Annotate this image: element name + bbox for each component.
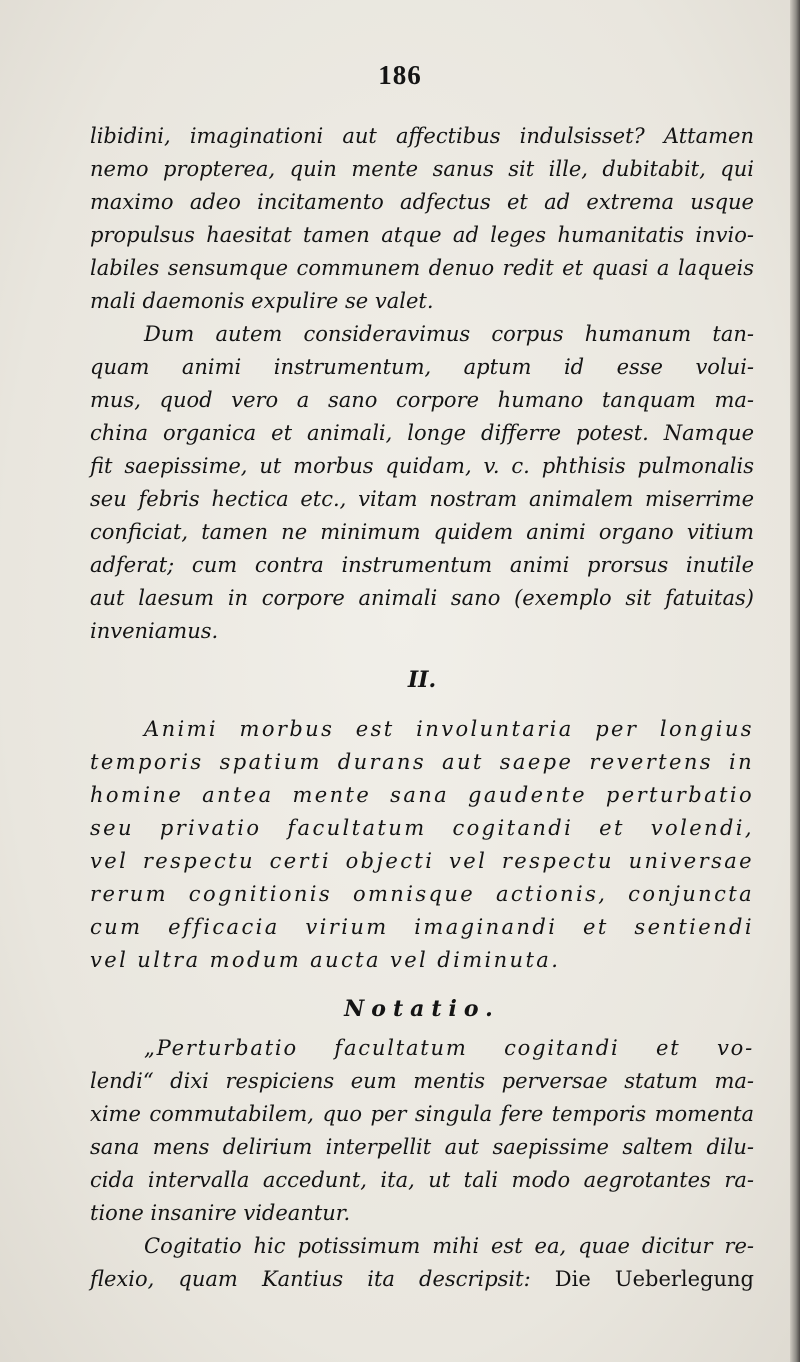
page-body bbox=[90, 120, 754, 1296]
roman-segment: Die Ueberlegung bbox=[554, 1267, 754, 1291]
text-line: Dum autem consideravimus corpus humanum tan- bbox=[144, 322, 754, 346]
text-line: temporis spatium durans aut saepe revertens in bbox=[90, 750, 754, 774]
paragraph-5 bbox=[90, 1230, 754, 1296]
text-line: xime commutabilem, quo per singula fere temporis momenta bbox=[90, 1102, 754, 1126]
text-line: aut laesum in corpore animali sano (exemplo sit fatuitas) bbox=[90, 586, 754, 610]
text-line: cum efficacia virium imaginandi et sentiendi bbox=[90, 915, 754, 939]
text-line: cida intervalla accedunt, ita, ut tali modo aegrotantes ra- bbox=[90, 1168, 754, 1192]
text-line: seu privatio facultatum cogitandi et volendi, bbox=[90, 816, 754, 840]
paragraph-4 bbox=[90, 1032, 754, 1230]
text-line: inveniamus. bbox=[90, 619, 219, 643]
definition-paragraph bbox=[90, 713, 754, 977]
text-line: maximo adeo incitamento adfectus et ad extrema usque bbox=[90, 190, 754, 214]
text-line: Animi morbus est involuntaria per longius bbox=[144, 717, 754, 741]
text-line: china organica et animali, longe differre potest. Namque bbox=[90, 421, 754, 445]
paragraph-1 bbox=[90, 120, 754, 318]
paragraph-2 bbox=[90, 318, 754, 648]
page-number: 186 bbox=[378, 60, 422, 90]
text-line: propulsus haesitat tamen atque ad leges humanitatis invio- bbox=[90, 223, 754, 247]
text-line: mali daemonis expulire se valet. bbox=[90, 289, 434, 313]
text-line: homine antea mente sana gaudente perturbatio bbox=[90, 783, 754, 807]
text-line: vel ultra modum aucta vel diminuta. bbox=[90, 948, 561, 972]
notatio-heading: Notatio. bbox=[344, 996, 500, 1022]
text-line: lendi“ dixi respiciens eum mentis perversae statum ma- bbox=[90, 1069, 754, 1093]
text-line: nemo propterea, quin mente sanus sit ille, dubitabit, qui bbox=[90, 157, 754, 181]
text-line: tione insanire videantur. bbox=[90, 1201, 351, 1225]
italic-segment: flexio, quam Kantius ita descripsit: bbox=[90, 1267, 531, 1291]
text-line: labiles sensumque communem denuo redit et quasi a laqueis bbox=[90, 256, 754, 280]
text-line: rerum cognitionis omnisque actionis, conjuncta bbox=[90, 882, 754, 906]
text-line: sana mens delirium interpellit aut saepissime saltem dilu- bbox=[90, 1135, 754, 1159]
text-line: Cogitatio hic potissimum mihi est ea, quae dicitur re- bbox=[144, 1234, 754, 1258]
text-line: fit saepissime, ut morbus quidam, v. c. phthisis pulmonalis bbox=[90, 454, 754, 478]
text-line: quam animi instrumentum, aptum id esse volui- bbox=[90, 355, 754, 379]
text-line: conficiat, tamen ne minimum quidem animi organo vitium bbox=[90, 520, 754, 544]
text-line: vel respectu certi objecti vel respectu universae bbox=[90, 849, 754, 873]
text-line bbox=[90, 1263, 754, 1296]
page-spine-edge bbox=[790, 0, 800, 1362]
text-line: seu febris hectica etc., vitam nostram animalem miserrime bbox=[90, 487, 754, 511]
section-heading: II. bbox=[407, 667, 437, 693]
text-line: mus, quod vero a sano corpore humano tanquam ma- bbox=[90, 388, 754, 412]
text-line: adferat; cum contra instrumentum animi prorsus inutile bbox=[90, 553, 754, 577]
text-line: „Perturbatio facultatum cogitandi et vo- bbox=[144, 1036, 754, 1060]
text-line: libidini, imaginationi aut affectibus indulsisset? Attamen bbox=[90, 124, 754, 148]
